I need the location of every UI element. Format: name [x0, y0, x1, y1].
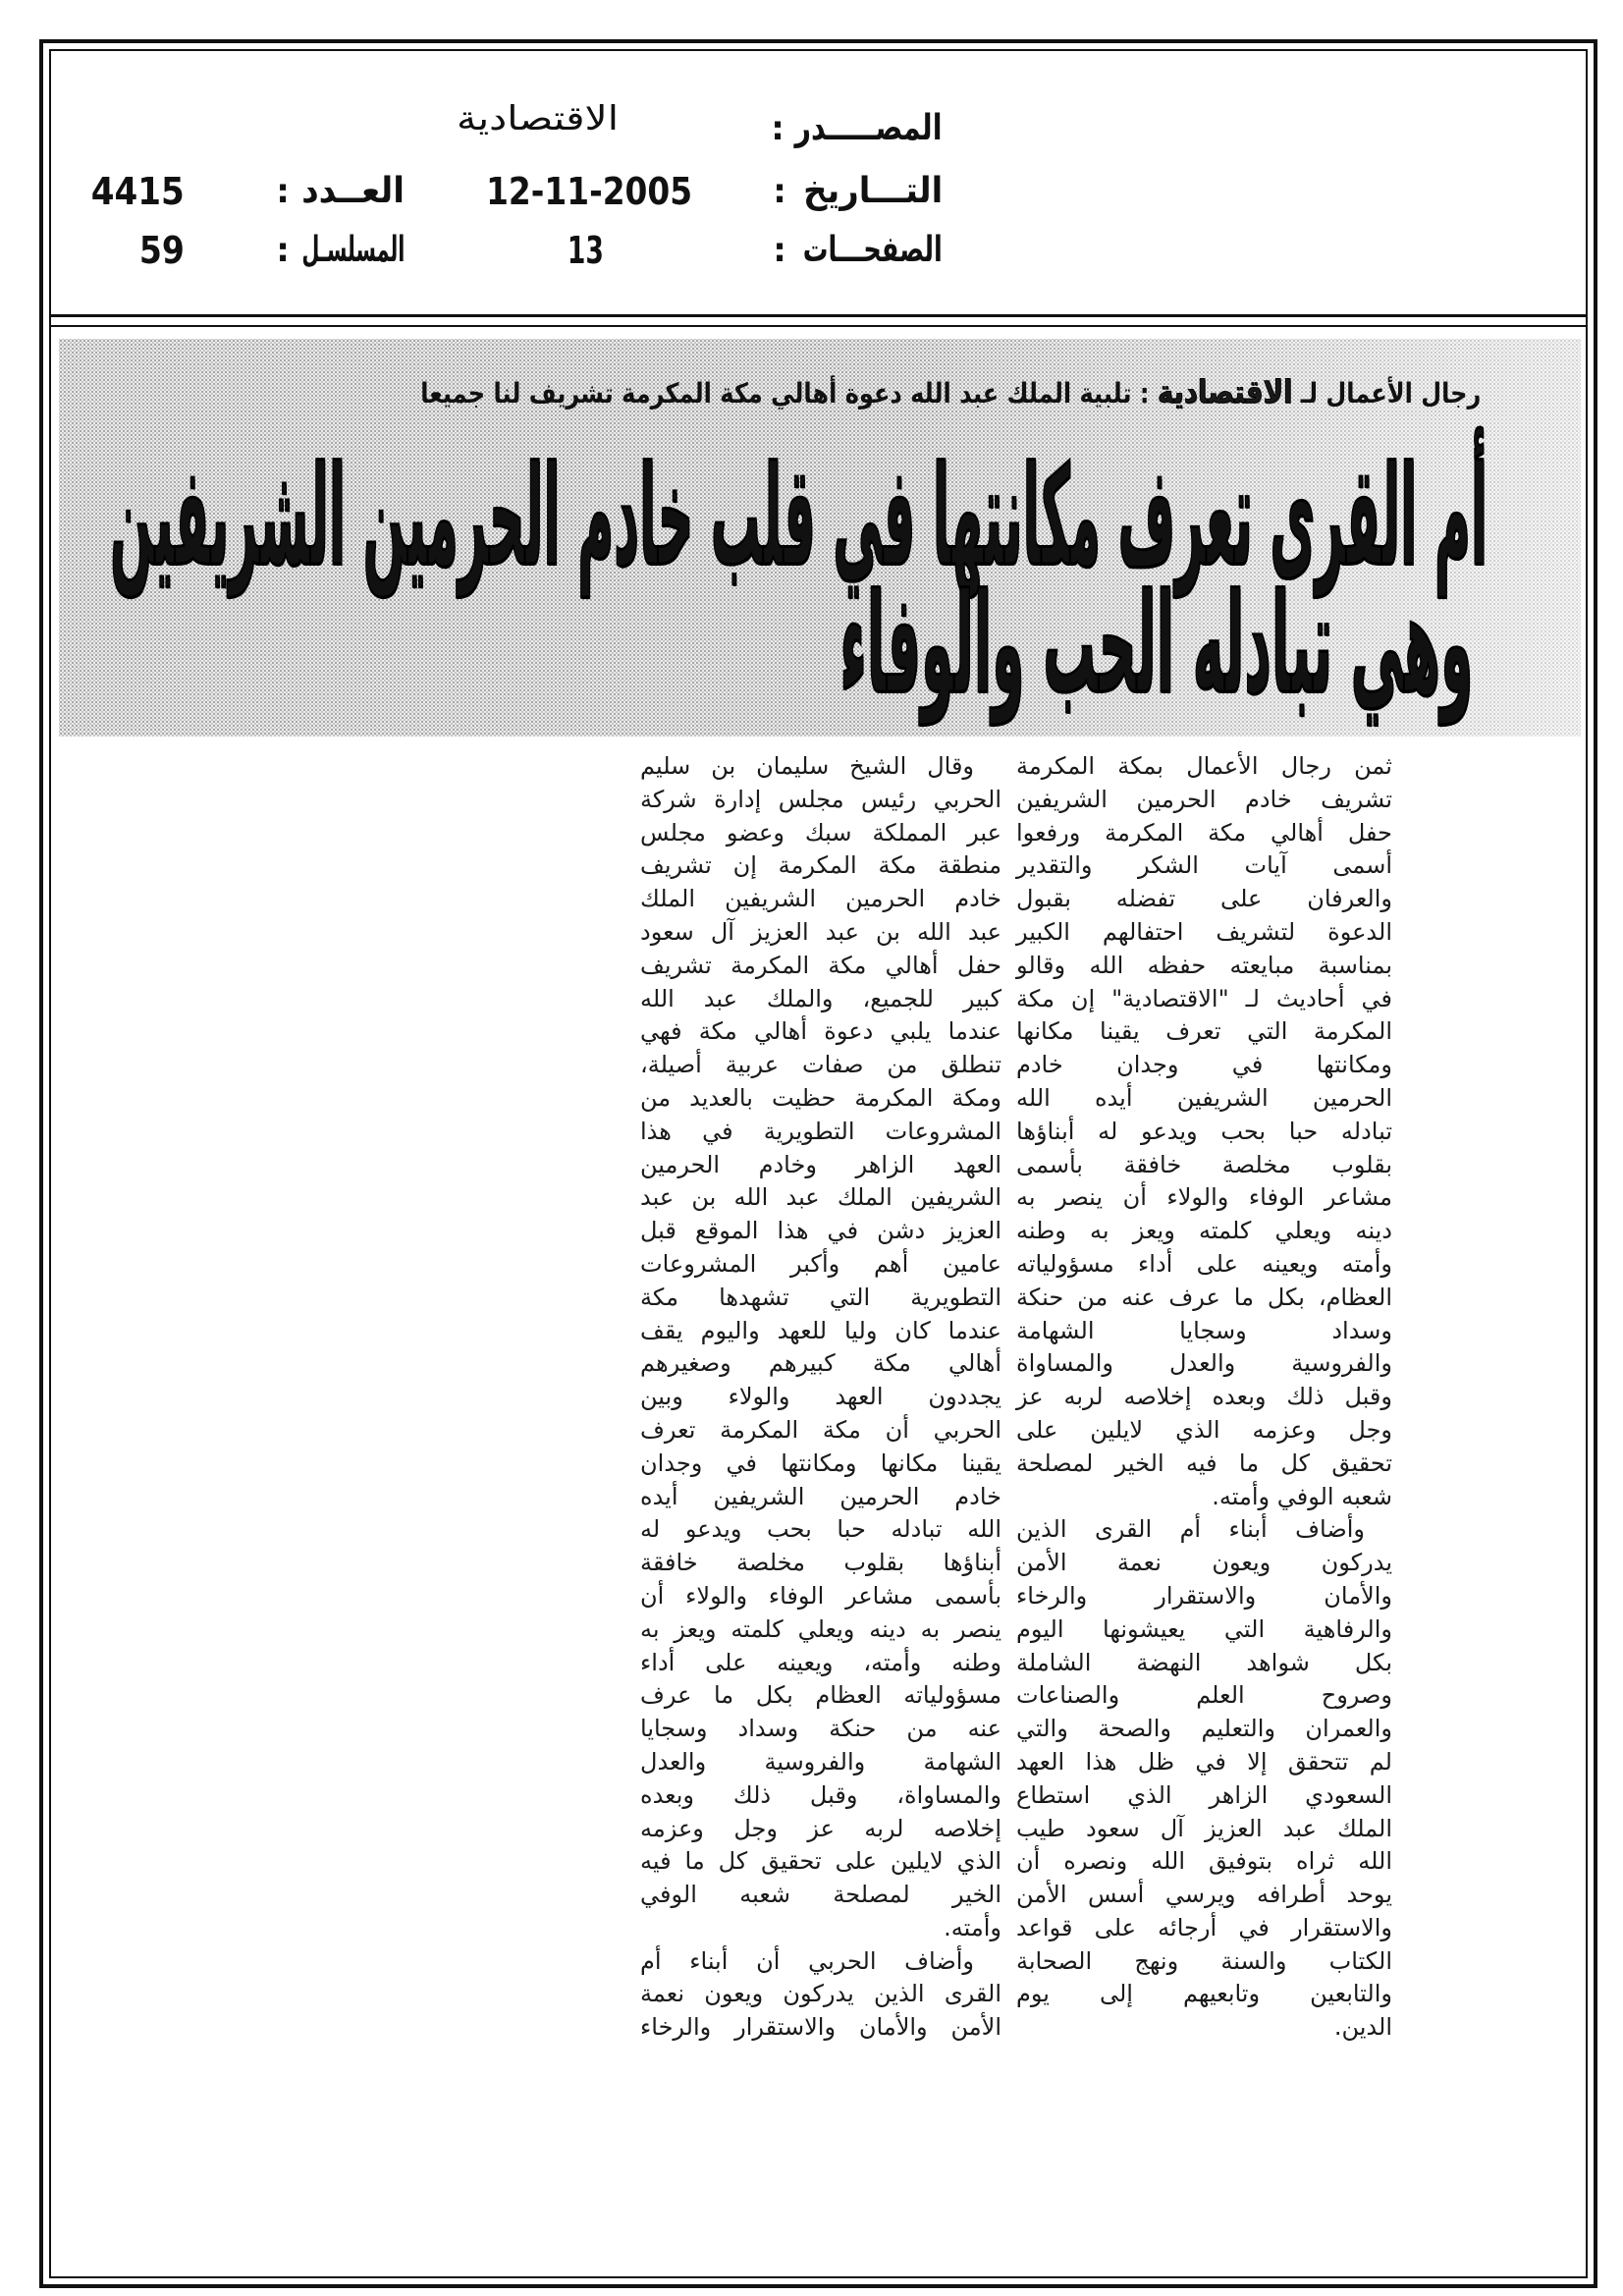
left-column-line: حفل أهالي مكة المكرمة تشريف: [640, 951, 1001, 979]
left-column-line: الحربي رئيس مجلس إدارة شركة: [640, 785, 1001, 813]
right-column-line: يدركون ويعون نعمة الأمن: [1016, 1549, 1392, 1577]
left-column-line: كبير للجميع، والملك عبد الله: [640, 984, 1001, 1012]
newspaper-logo: الاقتصادية: [1157, 373, 1293, 410]
right-column-line: في أحاديث لـ "الاقتصادية" إن مكة: [1016, 984, 1392, 1012]
right-column-line: والفروسية والعدل والمساواة: [1016, 1349, 1392, 1378]
right-column-line: والتابعين وتابعيهم إلى يوم: [1016, 1980, 1392, 2008]
issue-value-text: 4415: [91, 170, 185, 213]
left-column-line: ومكة المكرمة حظيت بالعديد من: [640, 1083, 1001, 1112]
date-colon: :: [773, 172, 786, 211]
left-column-line: الشريفين الملك عبد الله بن عبد: [640, 1183, 1001, 1212]
left-column-line: المشروعات التطويرية في هذا: [640, 1117, 1001, 1145]
header-divider: [49, 314, 1588, 317]
right-column-line: وجل وعزمه الذي لايلين على: [1016, 1415, 1392, 1444]
left-column-line: إخلاصه لربه عز وجل وعزمه: [640, 1814, 1001, 1842]
left-column-line: وطنه وأمته، ويعينه على أداء: [640, 1648, 1001, 1676]
right-column-line: المكرمة التي تعرف يقينا مكانها: [1016, 1017, 1392, 1046]
right-column-line: وأضاف أبناء أم القرى الذين: [1016, 1515, 1365, 1544]
date-value: [486, 169, 692, 214]
right-column-line: مشاعر الوفاء والولاء أن ينصر به: [1016, 1183, 1392, 1212]
left-column-line: يجددون العهد والولاء وبين: [640, 1383, 1001, 1411]
kicker-title: : تلبية الملك عبد الله دعوة أهالي مكة المكرمة تشريف لنا جميعا: [420, 377, 1158, 410]
right-column-line: دينه ويعلي كلمته ويعز به وطنه: [1016, 1217, 1392, 1245]
right-column-line: بكل شواهد النهضة الشاملة: [1016, 1648, 1392, 1676]
right-column-line: بمناسبة مبايعته حفظه الله وقالو: [1016, 951, 1392, 979]
right-column-line: يوحد أطرافه ويرسي أسس الأمن: [1016, 1881, 1392, 1909]
left-column-line: وأضاف الحربي أن أبناء أم: [640, 1946, 974, 1975]
left-column-line: التطويرية التي تشهدها مكة: [640, 1283, 1001, 1311]
right-column-line: حفل أهالي مكة المكرمة ورفعوا: [1016, 818, 1392, 847]
right-column-line: لم تتحقق إلا في ظل هذا العهد: [1016, 1747, 1392, 1776]
issue-label-text: العــدد: [301, 171, 405, 211]
right-column-line: تشريف خادم الحرمين الشريفين: [1016, 785, 1392, 813]
right-column-line: بقلوب مخلصة خافقة بأسمى: [1016, 1150, 1392, 1178]
right-column-line: وقبل ذلك وبعده إخلاصه لربه عز: [1016, 1383, 1392, 1411]
kicker-text: [420, 371, 1481, 414]
left-column-line: مسؤولياته العظام بكل ما عرف: [640, 1681, 1001, 1710]
left-column-line: أهالي مكة كبيرهم وصغيرهم: [640, 1349, 1001, 1378]
left-column-line: خادم الحرمين الشريفين أيده: [640, 1482, 1001, 1510]
left-column-line: منطقة مكة المكرمة إن تشريف: [640, 851, 1001, 880]
issue-value: [91, 169, 185, 214]
right-column-line: والرفاهية التي يعيشونها اليوم: [1016, 1614, 1392, 1643]
right-column-line: السعودي الزاهر الذي استطاع: [1016, 1780, 1392, 1809]
left-column-line: العهد الزاهر وخادم الحرمين: [640, 1150, 1001, 1178]
left-column-line: الأمن والأمان والاستقرار والرخاء: [640, 2013, 1001, 2042]
right-column-line: والعرفان على تفضله بقبول: [1016, 885, 1392, 913]
left-column-line: عامين أهم وأكبر المشروعات: [640, 1249, 1001, 1278]
left-column-line: تنطلق من صفات عربية أصيلة،: [640, 1051, 1001, 1079]
left-column-line: أبناؤها بقلوب مخلصة خافقة: [640, 1549, 1001, 1577]
headline-line-2: [839, 565, 1473, 725]
left-column-line: وقال الشيخ سليمان بن سليم: [640, 752, 974, 780]
left-column-line: عنه من حنكة وسداد وسجايا: [640, 1715, 1001, 1743]
right-column-line: الدعوة لتشريف احتفالهم الكبير: [1016, 917, 1392, 946]
serial-value-text: 59: [139, 229, 185, 272]
left-column-line: عندما كان وليا للعهد واليوم يقف: [640, 1316, 1001, 1344]
right-column-line: وسداد وسجايا الشهامة: [1016, 1316, 1392, 1344]
left-column-line: بأسمى مشاعر الوفاء والولاء أن: [640, 1581, 1001, 1610]
left-column-line: الخير لمصلحة شعبه الوفي: [640, 1881, 1001, 1909]
left-column: [640, 750, 1001, 2045]
left-column-line: عبر المملكة سبك وعضو مجلس: [640, 818, 1001, 847]
right-column-line: الدين.: [1333, 2013, 1392, 2042]
left-column-line: الحربي أن مكة المكرمة تعرف: [640, 1415, 1001, 1444]
right-column-line: الكتاب والسنة ونهج الصحابة: [1016, 1946, 1392, 1975]
left-column-line: القرى الذين يدركون ويعون نعمة: [640, 1980, 1001, 2008]
right-column-line: شعبه الوفي وأمته.: [1212, 1482, 1392, 1510]
left-column-line: والمساواة، وقبل ذلك وبعده: [640, 1780, 1001, 1809]
date-label: [803, 169, 943, 214]
left-column-line: الذي لايلين على تحقيق كل ما فيه: [640, 1847, 1001, 1876]
right-column-line: أسمى آيات الشكر والتقدير: [1016, 851, 1392, 880]
kicker-prefix: رجال الأعمال لـ: [1292, 377, 1481, 410]
serial-label: [301, 228, 405, 273]
source-label: [795, 106, 943, 151]
left-column-line: خادم الحرمين الشريفين الملك: [640, 885, 1001, 913]
left-column-line: عندما يلبي دعوة أهالي مكة فهي: [640, 1017, 1001, 1046]
source-colon: :: [771, 109, 784, 148]
serial-value: [139, 228, 185, 273]
right-column-line: الحرمين الشريفين أيده الله: [1016, 1083, 1392, 1112]
right-column: [1016, 750, 1392, 2045]
source-value: [457, 96, 619, 141]
right-column-line: والاستقرار في أرجائه على قواعد: [1016, 1913, 1392, 1941]
pages-label-text: الصفحـــات: [803, 230, 943, 270]
date-label-text: التـــاريخ: [803, 171, 943, 211]
pages-value-text: 13: [568, 229, 604, 272]
right-column-line: والأمان والاستقرار والرخاء: [1016, 1581, 1392, 1610]
right-column-line: ثمن رجال الأعمال بمكة المكرمة: [1016, 752, 1392, 780]
kicker: [420, 371, 1481, 412]
right-column-line: والعمران والتعليم والصحة والتي: [1016, 1715, 1392, 1743]
right-column-line: وصروح العلم والصناعات: [1016, 1681, 1392, 1710]
pages-value: [568, 228, 604, 273]
right-column-line: تبادله حبا بحب ويدعو له أبناؤها: [1016, 1117, 1392, 1145]
left-column-line: العزيز دشن في هذا الموقع قبل: [640, 1217, 1001, 1245]
headline-line-2-text: وهي تبادله الحب والوفاء: [839, 565, 1473, 725]
right-column-line: العظام، بكل ما عرف عنه من حنكة: [1016, 1283, 1392, 1311]
left-column-line: ينصر به دينه ويعلي كلمته ويعز به: [640, 1614, 1001, 1643]
date-value-text: 12-11-2005: [486, 170, 692, 213]
header-divider: [49, 325, 1588, 327]
right-column-line: تحقيق كل ما فيه الخير لمصلحة: [1016, 1449, 1392, 1477]
right-column-line: الله ثراه بتوفيق الله ونصره أن: [1016, 1847, 1392, 1876]
right-column-line: وأمته ويعينه على أداء مسؤولياته: [1016, 1249, 1392, 1278]
left-column-line: عبد الله بن عبد العزيز آل سعود: [640, 917, 1001, 946]
serial-colon: :: [276, 231, 290, 270]
pages-colon: :: [773, 231, 786, 270]
headline-line-1-text: أم القرى تعرف مكانتها في قلب خادم الحرمين الشريفين: [110, 437, 1488, 597]
left-column-line: وأمته.: [944, 1913, 1001, 1941]
source-label-text: المصـــــدر: [795, 108, 943, 148]
right-column-line: ومكانتها في وجدان خادم: [1016, 1051, 1392, 1079]
issue-colon: :: [276, 172, 290, 211]
right-column-line: الملك عبد العزيز آل سعود طيب: [1016, 1814, 1392, 1842]
source-value-text: الاقتصادية: [457, 99, 619, 138]
left-column-line: يقينا مكانها ومكانتها في وجدان: [640, 1449, 1001, 1477]
left-column-line: الشهامة والفروسية والعدل: [640, 1747, 1001, 1776]
serial-label-text: المسلسـل: [301, 230, 405, 270]
issue-label: [301, 169, 405, 214]
left-column-line: الله تبادله حبا بحب ويدعو له: [640, 1515, 1001, 1544]
pages-label: [803, 228, 943, 273]
